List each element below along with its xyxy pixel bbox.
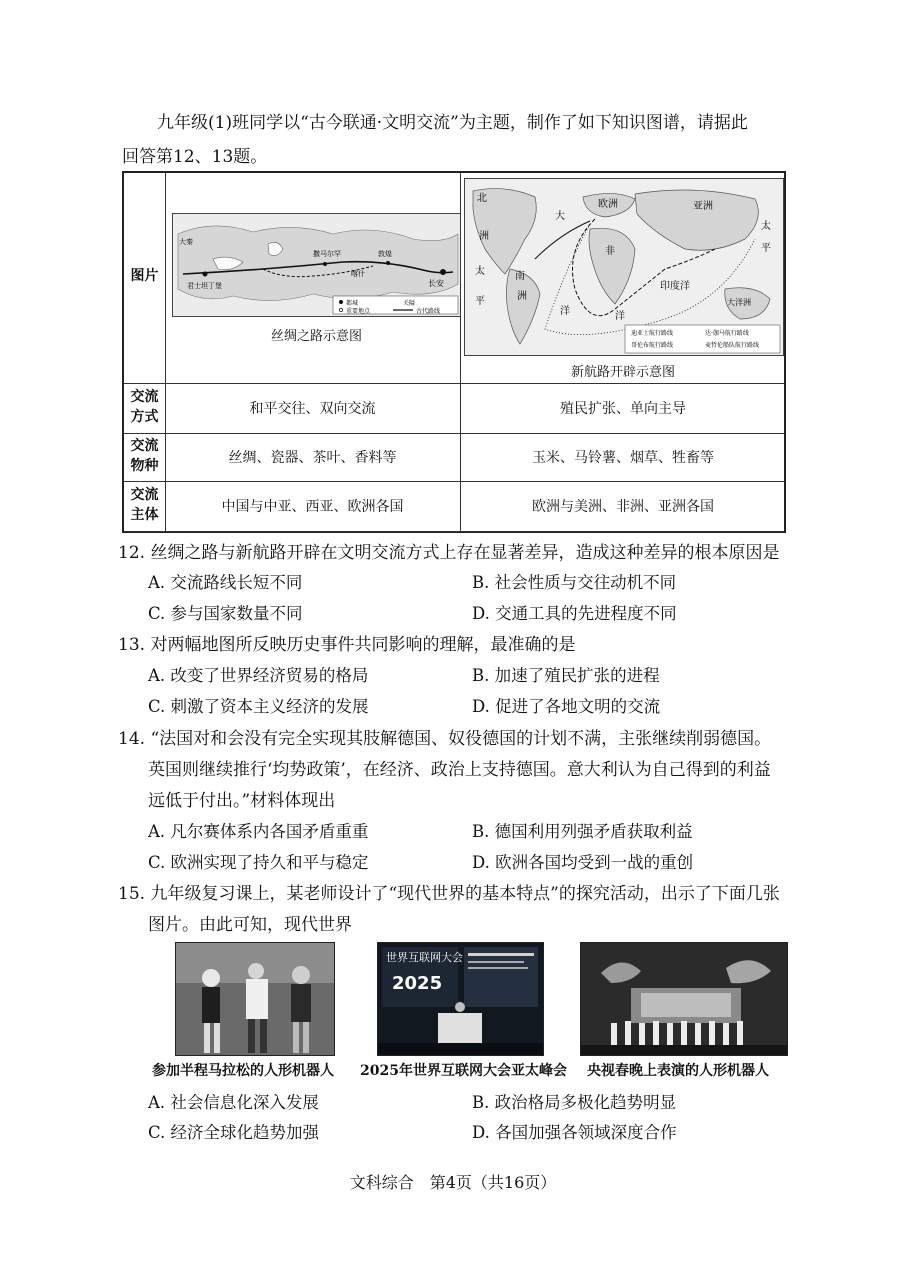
sea-method-cell: 殖民扩张、单向主导 <box>560 401 686 417</box>
sea-map-label: 平 <box>475 296 485 307</box>
q15-option-c: C. 经济全球化趋势加强 <box>148 1123 320 1142</box>
sea-legend-item: 哥伦布航行路线 <box>631 342 674 349</box>
new-sea-routes-map <box>464 178 784 356</box>
photo-internet-conference <box>377 942 544 1056</box>
silk-map-label: 喀什 <box>351 270 365 278</box>
silk-map-label: 长安 <box>428 279 444 288</box>
sea-map-label: 印度洋 <box>660 281 690 292</box>
intro-paragraph <box>122 106 802 174</box>
sea-map-label: 大 <box>555 211 565 222</box>
intro-line-1: 九年级(1)班同学以“古今联通·文明交流”为主题，制作了如下知识图谱，请据此 <box>157 113 748 133</box>
silk-legend-item: 都城 <box>346 300 359 307</box>
sea-goods-cell: 玉米、马铃薯、烟草、牲畜等 <box>532 450 714 466</box>
sea-legend-item: 麦哲伦船队航行路线 <box>705 342 760 349</box>
sea-map-label: 太 <box>475 266 485 277</box>
silk-map-label: 君士坦丁堡 <box>187 282 222 290</box>
q12-option-b: B. 社会性质与交往动机不同 <box>472 573 677 592</box>
table-row-goods <box>124 433 784 482</box>
photo-caption-gala: 央视春晚上表演的人形机器人 <box>587 1063 769 1079</box>
silk-map-label: 撒马尔罕 <box>313 250 341 258</box>
q15-option-d: D. 各国加强各领域深度合作 <box>472 1123 677 1142</box>
photo-robot-marathon <box>175 942 335 1056</box>
q14-option-a: A. 凡尔赛体系内各国矛盾重重 <box>148 822 369 841</box>
silk-actors-cell: 中国与中亚、西亚、欧洲各国 <box>221 499 404 515</box>
q14-option-d: D. 欧洲各国均受到一战的重创 <box>472 853 694 872</box>
table-divider <box>460 173 461 531</box>
sea-map-label: 洲 <box>479 231 489 242</box>
q13-option-d: D. 促进了各地文明的交流 <box>472 697 661 716</box>
silk-map-label: 敦煌 <box>378 250 392 258</box>
q12-option-d: D. 交通工具的先进程度不同 <box>472 604 677 623</box>
sea-map-label: 洋 <box>615 311 625 322</box>
sea-map-label: 亚洲 <box>693 201 713 212</box>
sea-legend-item: 达·伽马航行路线 <box>705 330 749 337</box>
sea-legend-item: 迪亚士航行路线 <box>631 330 674 337</box>
q12-option-c: C. 参与国家数量不同 <box>148 604 303 623</box>
row-header-actors: 交流主体 <box>130 487 159 523</box>
sea-map-label: 欧洲 <box>598 199 618 210</box>
intro-line-2: 回答第12、13题。 <box>122 147 268 167</box>
q15-option-b: B. 政治格局多极化趋势明显 <box>472 1093 677 1112</box>
silk-road-map-caption: 丝绸之路示意图 <box>270 329 362 344</box>
silk-legend-item: 关隘 <box>403 300 416 307</box>
q15-option-a: A. 社会信息化深入发展 <box>148 1093 319 1112</box>
sea-map-label: 非 <box>605 246 615 257</box>
question-13-stem: 13. 对两幅地图所反映历史事件共同影响的理解，最准确的是 <box>118 635 576 655</box>
silk-legend-item: 古代路线 <box>416 308 441 315</box>
silk-legend-item: 重要地点 <box>346 308 371 315</box>
question-15-line-2: 图片。由此可知，现代世界 <box>148 915 352 935</box>
photo-caption-conference: 2025年世界互联网大会亚太峰会 <box>360 1063 567 1079</box>
q13-option-c: C. 刺激了资本主义经济的发展 <box>148 697 369 716</box>
question-12-stem: 12. 丝绸之路与新航路开辟在文明交流方式上存在显著差异，造成这种差异的根本原因是 <box>118 543 780 563</box>
sea-map-label: 大洋洲 <box>727 298 751 307</box>
table-row-method <box>124 383 784 434</box>
silk-map-label: 大秦 <box>179 238 193 246</box>
table-divider <box>165 173 166 531</box>
row-header-pictures: 图片 <box>130 268 159 284</box>
sea-map-label: 平 <box>761 243 771 254</box>
silk-goods-cell: 丝绸、瓷器、茶叶、香料等 <box>228 450 397 466</box>
question-14-line-1: 14. “法国对和会没有完全实现其肢解德国、奴役德国的计划不满，主张继续削弱德国。 <box>118 729 772 749</box>
silk-method-cell: 和平交往、双向交流 <box>249 401 376 417</box>
new-sea-routes-map-caption: 新航路开辟示意图 <box>570 365 675 380</box>
knowledge-table <box>122 171 786 533</box>
page-footer: 文科综合 第4页（共16页） <box>349 1173 557 1192</box>
question-15-line-1: 15. 九年级复习课上，某老师设计了“现代世界的基本特点”的探究活动，出示了下面几张 <box>118 884 780 904</box>
sea-map-label: 太 <box>761 221 771 232</box>
sea-map-label: 南 <box>515 271 525 282</box>
q14-option-c: C. 欧洲实现了持久和平与稳定 <box>148 853 369 872</box>
sea-actors-cell: 欧洲与美洲、非洲、亚洲各国 <box>532 499 714 515</box>
sea-map-label: 洋 <box>560 306 570 317</box>
screen-year: 2025 <box>392 973 443 994</box>
row-header-goods: 交流物种 <box>130 438 159 474</box>
table-row-actors <box>124 481 784 532</box>
sea-map-label: 北 <box>477 193 487 204</box>
screen-title: 世界互联网大会 <box>386 951 463 964</box>
q13-option-b: B. 加速了殖民扩张的进程 <box>472 666 660 685</box>
q12-option-a: A. 交流路线长短不同 <box>148 573 303 592</box>
q13-option-a: A. 改变了世界经济贸易的格局 <box>148 666 369 685</box>
silk-road-map <box>172 213 461 317</box>
sea-map-label: 洲 <box>517 291 527 302</box>
photo-caption-marathon: 参加半程马拉松的人形机器人 <box>152 1063 334 1079</box>
q14-option-b: B. 德国利用列强矛盾获取利益 <box>472 822 693 841</box>
question-14-line-2: 英国则继续推行‘均势政策’，在经济、政治上支持德国。意大利认为自己得到的利益 <box>148 760 771 780</box>
photo-gala-robots <box>580 942 788 1056</box>
question-14-line-3: 远低于付出。”材料体现出 <box>148 791 336 811</box>
table-row-pictures <box>124 173 784 384</box>
row-header-method: 交流方式 <box>130 389 159 425</box>
